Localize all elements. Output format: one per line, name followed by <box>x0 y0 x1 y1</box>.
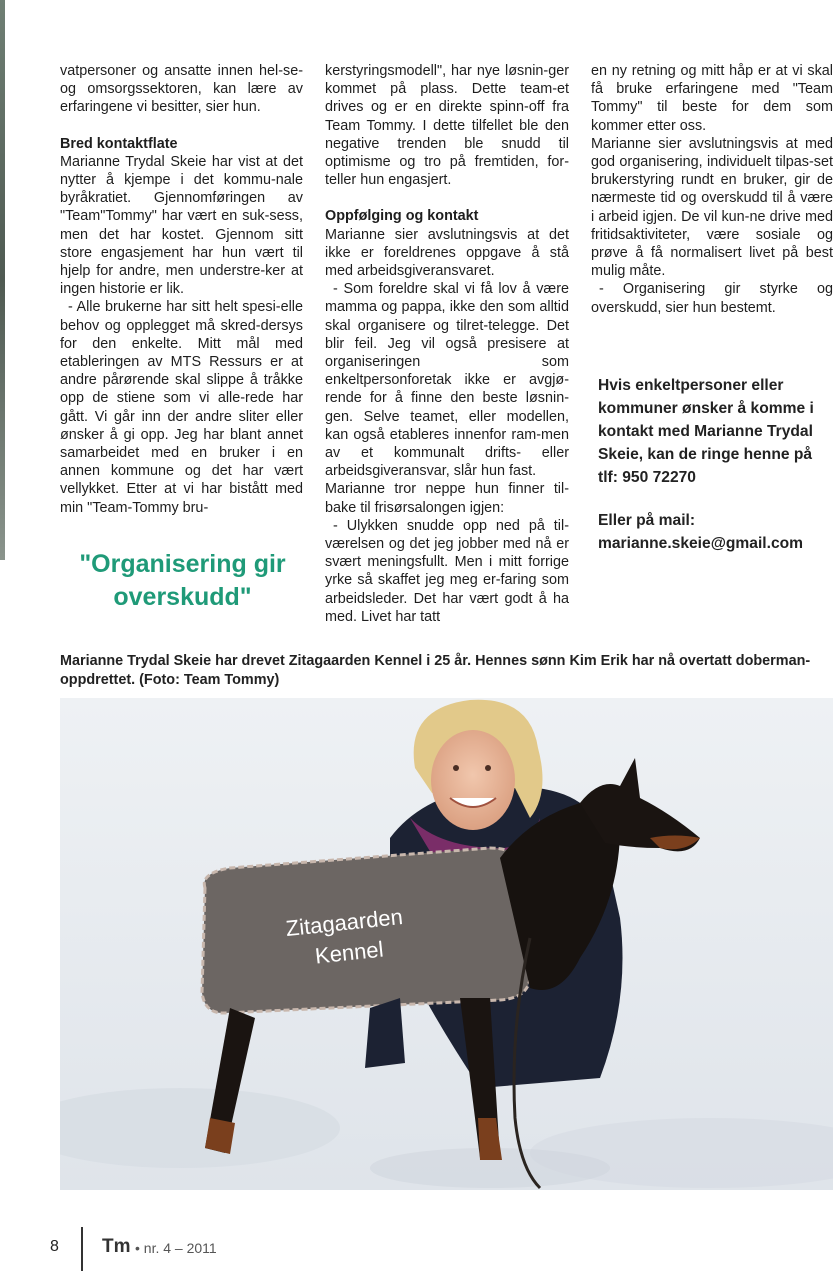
footer-divider <box>81 1227 83 1271</box>
contact-box <box>598 374 830 555</box>
article-column-2 <box>325 62 569 626</box>
paragraph: en ny retning og mitt håp er at vi skal få bruke erfaringene med "Team Tommy" til beste for dem som kommer etter oss. <box>591 63 833 134</box>
paragraph: - Ulykken snudde opp ned på til-værelsen og det jeg jobber med nå er svært meningsfullt. Men i mitt forrige yrke så skaffet jeg meg er-faring som arbeidsleder. Det har vært godt å ha med. Livet har tatt <box>325 517 569 625</box>
subheading: Oppfølging og kontakt <box>325 208 479 225</box>
magazine-name: Tm <box>102 1236 131 1257</box>
contact-intro: Hvis enkeltpersoner eller kommuner ønsker å komme i kontakt med Marianne Trydal Skeie, kan de ringe henne på <box>598 377 814 463</box>
paragraph: Marianne Trydal Skeie har vist at det nytter å kjempe i det kommu-nale byråkratiet. Gjennomføringen av "Team"Tommy" har vært en suk-sess, men det har kostet. Gjennom sitt store engasjement har hun vært til hjelp for andre, men understre-ker at ingen historie er lik. <box>60 153 303 298</box>
subheading: Bred kontaktflate <box>60 135 178 152</box>
issue-label: • nr. 4 – 2011 <box>135 1240 217 1256</box>
contact-email: marianne.skeie@gmail.com <box>598 535 804 552</box>
photo-woman-with-doberman <box>60 698 833 1190</box>
article-column-3 <box>591 62 833 317</box>
pull-quote: "Organisering gir overskudd" <box>79 550 286 611</box>
paragraph: vatpersoner og ansatte innen hel-se- og omsorgssektoren, kan lære av erfaringene vi besitter, sier hun. <box>60 63 303 116</box>
photo-caption: Marianne Trydal Skeie har drevet Zitagaarden Kennel i 25 år. Hennes sønn Kim Erik har nå overtatt doberman-oppdrettet. (Foto: Team Tommy) <box>60 653 811 688</box>
paragraph: - Organisering gir styrke og overskudd, sier hun bestemt. <box>591 281 833 316</box>
contact-phone: tlf: 950 72270 <box>598 469 696 486</box>
article-column-1 <box>60 62 303 517</box>
paragraph: - Alle brukerne har sitt helt spesi-elle behov og opplegget må skred-dersys for den enkelte. Mitt mål med etableringen av MTS Ressurs er at andre pårørende skal slippe å tråkke opp de stiene som vi alle-rede har gått. Vi går inn der andre sliter eller ønsker å gi opp. Jeg har blant annet samarbeidet med en bruker i en annen kommune og det har vært vellykket. Etter at vi har bistått med min "Team-Tommy bru- <box>60 299 303 516</box>
paragraph: Marianne sier avslutningsvis at det ikke er foreldrenes oppgave å stå med arbeidsgiveransvaret. <box>325 226 569 280</box>
photo-illustration <box>60 698 833 1190</box>
paragraph: Marianne sier avslutningsvis at med god organisering, individuelt tilpas-set brukerstyring rundt en bruker, gir de nærmeste tid og overskudd til å være i arbeid igjen. De vil kun-ne drive med fritidsaktiviteter, være sosiale og prøve å få normalisert livet på best mulig måte. <box>591 135 833 280</box>
coat-text-line2: Kennel <box>313 936 385 969</box>
paragraph: Marianne tror neppe hun finner til-bake til frisørsalongen igjen: <box>325 481 569 516</box>
page-spine-edge <box>0 0 5 560</box>
page-number: 8 <box>50 1238 59 1255</box>
paragraph: kerstyringsmodell", har nye løsnin-ger kommet på plass. Dette team-et drives og er en direkte spinn-off fra Team Tommy. I dette tilfellet ble den negative trenden ble snudd til optimisme og tro på fremtiden, for-teller hun engasjert. <box>325 63 569 189</box>
page-footer <box>0 1222 833 1272</box>
coat-text-line1: Zitagaarden <box>284 903 404 942</box>
paragraph: - Som foreldre skal vi få lov å være mamma og pappa, ikke den som alltid skal organisere og tilret-telegge. Det blir feil. Jeg vil også presisere at organiseringen som enkeltpersonforetak ikke er avgjø-rende for å finne den beste løsnin-gen. Selve teamet, eller modellen, kan også etableres innenfor ram-men av et kommunalt drifts- eller arbeidsgiveransvar, slår hun fast. <box>325 281 569 480</box>
contact-mail-label: Eller på mail: <box>598 512 696 529</box>
